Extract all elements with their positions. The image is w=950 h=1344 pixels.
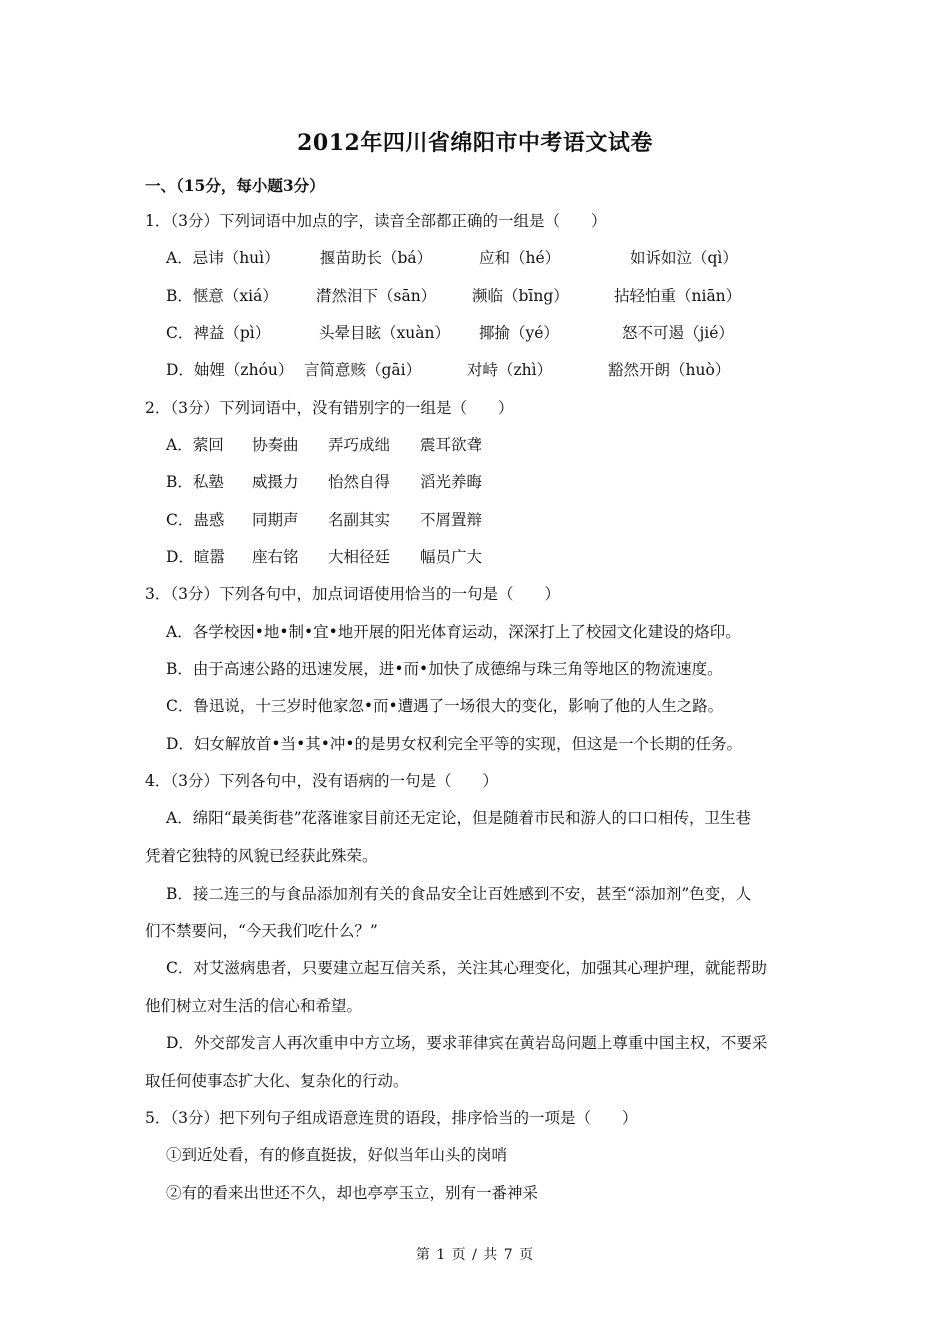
option-cell: A．萦回: [166, 436, 224, 454]
question-4-stem: 4．（3分）下列各句中，没有语病的一句是（ ）: [145, 772, 498, 790]
page-footer: 第 1 页 / 共 7 页: [415, 1247, 535, 1263]
option-cell: 不屑置辩: [420, 511, 483, 529]
option-cell: 怒不可遏（jié）: [622, 324, 734, 342]
question-5-item-1: ①到近处看，有的修直挺拔，好似当年山头的岗哨: [166, 1146, 508, 1164]
option-cell: 幅员广大: [420, 548, 483, 566]
option-cell: 言简意赅（gāi）: [304, 361, 422, 379]
question-4-option-d-cont: 取任何使事态扩大化、复杂化的行动。: [145, 1072, 409, 1090]
question-5-stem: 5．（3分）把下列句子组成语意连贯的语段，排序恰当的一项是（ ）: [145, 1109, 638, 1127]
option-cell: B．私塾: [166, 473, 224, 491]
question-3-stem: 3．（3分）下列各句中，加点词语使用恰当的一句是（ ）: [145, 585, 560, 603]
question-4-option-a: A．绵阳“最美街巷”花落谁家目前还无定论，但是随着市民和游人的口口相传，卫生巷: [166, 809, 752, 827]
option-cell: 潸然泪下（sān）: [316, 287, 437, 305]
question-3-option-d: D．妇女解放首•当•其•冲•的是男女权利完全平等的实现，但这是一个长期的任务。: [166, 735, 743, 753]
page-title: 2012年四川省绵阳市中考语文试卷: [297, 130, 653, 156]
question-3-option-b: B．由于高速公路的迅速发展，进•而•加快了成德绵与珠三角等地区的物流速度。: [166, 660, 723, 678]
option-cell: 座右铭: [252, 548, 299, 566]
option-cell: 如诉如泣（qì）: [630, 249, 738, 267]
question-4-option-a-cont: 凭着它独特的风貌已经获此殊荣。: [145, 847, 378, 865]
option-cell: 威摄力: [252, 473, 299, 491]
question-3-option-a: A．各学校因•地•制•宜•地开展的阳光体育运动，深深打上了校园文化建设的烙印。: [166, 623, 741, 641]
option-cell: 滔光养晦: [420, 473, 483, 491]
option-cell: 名副其实: [328, 511, 391, 529]
option-cell: 头晕目眩（xuàn）: [319, 324, 450, 342]
option-cell: 弄巧成绌: [328, 436, 391, 454]
option-cell: D．暄嚣: [166, 548, 225, 566]
question-1-stem: 1．（3分）下列词语中加点的字，读音全部都正确的一组是（ ）: [145, 212, 607, 230]
question-4-option-b: B．接二连三的与食品添加剂有关的食品安全让百姓感到不安，甚至“添加剂”色变，人: [166, 885, 752, 903]
option-cell: 震耳欲聋: [420, 436, 483, 454]
option-cell: 揠苗助长（bá）: [320, 249, 433, 267]
question-4-option-b-cont: 们不禁要问，“今天我们吃什么？”: [145, 922, 378, 940]
option-cell: 揶揄（yé）: [479, 324, 559, 342]
option-cell: 豁然开朗（huò）: [608, 361, 731, 379]
option-cell: C．裨益（pì）: [166, 324, 271, 342]
question-4-option-d: D．外交部发言人再次重申中方立场，要求菲律宾在黄岩岛问题上尊重中国主权，不要采: [166, 1034, 768, 1052]
option-cell: 濒临（bīng）: [472, 287, 569, 305]
section-heading: 一、（15分，每小题3分）: [145, 176, 325, 195]
option-cell: 应和（hé）: [479, 249, 561, 267]
option-cell: D．妯娌（zhóu）: [166, 361, 294, 379]
question-4-option-c-cont: 他们树立对生活的信心和希望。: [145, 997, 363, 1015]
option-cell: B．惬意（xiá）: [166, 287, 278, 305]
option-cell: 对峙（zhì）: [467, 361, 553, 379]
question-3-option-c: C．鲁迅说，十三岁时他家忽•而•遭遇了一场很大的变化，影响了他的人生之路。: [166, 697, 724, 715]
option-cell: 协奏曲: [252, 436, 299, 454]
option-cell: 拈轻怕重（niān）: [614, 287, 742, 305]
option-cell: A．忌讳（huì）: [166, 249, 280, 267]
question-5-item-2: ②有的看来出世还不久，却也亭亭玉立，别有一番神采: [166, 1184, 539, 1202]
option-cell: 怡然自得: [328, 473, 391, 491]
option-cell: C．蛊惑: [166, 511, 225, 529]
question-2-stem: 2．（3分）下列词语中，没有错别字的一组是（ ）: [145, 399, 514, 417]
option-cell: 同期声: [252, 511, 299, 529]
question-4-option-c: C．对艾滋病患者，只要建立起互信关系，关注其心理变化，加强其心理护理，就能帮助: [166, 959, 767, 977]
option-cell: 大相径廷: [328, 548, 391, 566]
